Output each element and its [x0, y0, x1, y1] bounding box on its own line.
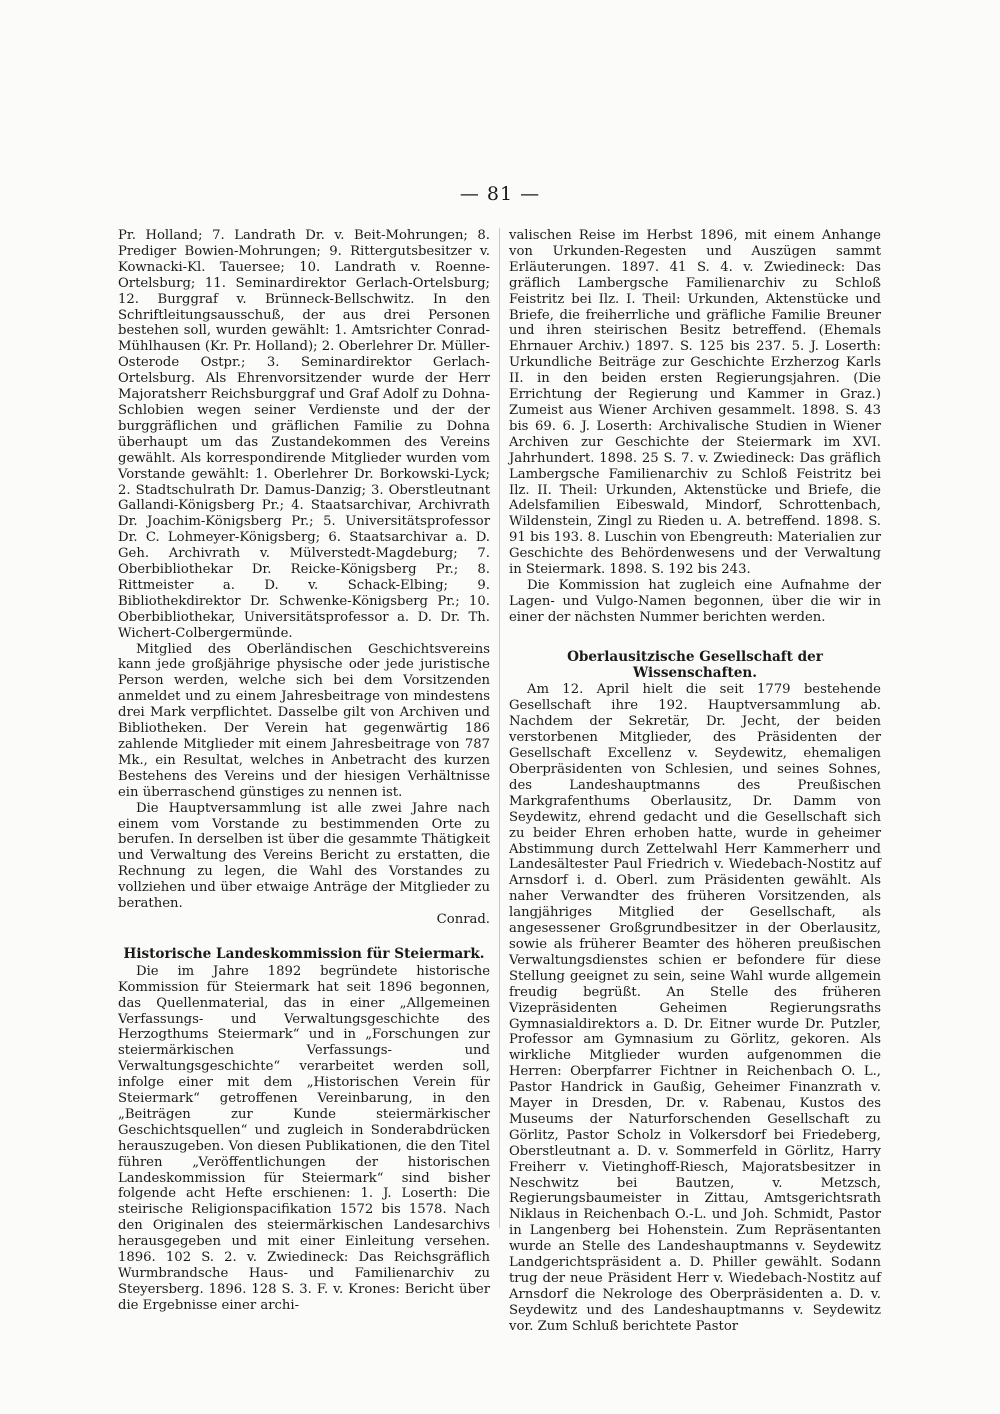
section-gap [118, 928, 490, 947]
signature-conrad: Conrad. [436, 911, 490, 927]
heading-oberlausitz: Oberlausitzische Gesellschaft der Wissenschaften. [567, 648, 823, 681]
section-gap [509, 626, 881, 650]
membership-paragraph: Mitglied des Oberländischen Geschichtsvereins kann jede großjährige physische oder jede juristische Person werden, welche sich bei dem Vorsitzenden anmeldet und zu einem Jahresbeitrage von mindestens drei Mark verpflichtet. Dasselbe gilt von Archiven und Bibliotheken. Der Verein hat gegenwärtig 186 zahlende Mitglieder mit einem Jahresbeitrage von 787 Mk., ein Resultat, welches in Anbetracht des kurzen Bestehens des Vereins und der hiesigen Verhältnisse ein überraschend günstiges zu nennen ist. [118, 641, 490, 800]
assembly-paragraph: Die Hauptversammlung ist alle zwei Jahre nach einem vom Vorstande zu bestimmenden Orte zu berufen. In derselben ist über die gesammte Thätigkeit und Verwaltung des Vereins Bericht zu erstatten, die Rechnung zu legen, die Wahl des Vorstandes zu vollziehen und über etwaige Anträge der Mitglieder zu berathen. [118, 800, 490, 912]
left-column [118, 228, 490, 1314]
column-divider [499, 228, 500, 1228]
society-paragraph: Am 12. April hielt die seit 1779 bestehende Gesellschaft ihre 192. Hauptversammlung ab. Nachdem der Sekretär, Dr. Jecht, der beiden verstorbenen Mitglieder, des Präsidenten der Gesellschaft Excellenz v. Seydewitz, ehemaligen Oberpräsidenten von Schlesien, und seines Sohnes, des Landeshauptmanns des Preußischen Markgrafenthums Oberlausitz, Dr. Damm von Seydewitz, ehrend gedacht und die Gesellschaft sich zu beider Ehren erhoben hatte, wurde in geheimer Abstimmung durch Zettelwahl Herr Kammerherr und Landesältester Paul Friedrich v. Wiedebach-Nostitz auf Arnsdorf i. d. Oberl. zum Präsidenten gewählt. Als naher Verwandter des früheren Vorsitzenden, als langjähriges Mitglied der Gesellschaft, als angesessener Großgrundbesitzer in der Oberlausitz, sowie als früherer Beamter des höheren preußischen Verwaltungsdienstes schien er befondere für diese Stellung geeignet zu sein, seine Wahl wurde allgemein freudig begrüßt. An Stelle des früheren Vizepräsidenten Geheimen Regierungsraths Gymnasialdirektors a. D. Dr. Eitner wurde Dr. Putzler, Professor am Gymnasium zu Görlitz, gekoren. Als wirkliche Mitglieder wurden aufgenommen die Herren: Oberpfarrer Fichtner in Reichenbach O. L., Pastor Handrick in Gaußig, Geheimer Finanzrath v. Mayer in Dresden, Dr. v. Rabenau, Kustos des Museums der Naturforschenden Gesellschaft zu Görlitz, Pastor Scholz in Volkersdorf bei Friedeberg, Oberstleutnant a. D. v. Sommerfeld in Görlitz, Harry Freiherr v. Vietinghoff-Riesch, Majoratsbesitzer in Neschwitz bei Bautzen, v. Metzsch, Regierungsbaumeister in Zittau, Amtsgerichtsrath Niklaus in Reichenbach O.-L. und Joh. Schmidt, Pastor in Langenberg bei Hohenstein. Zum Repräsentanten wurde an Stelle des Landeshauptmanns v. Seydewitz Landgerichtspräsident a. D. Philler gewählt. Sodann trug der neue Präsident Herr v. Wiedebach-Nostitz auf Arnsdorf die Nekrologe des Oberpräsidenten a. D. v. Seydewitz und des Landeshauptmanns v. Seydewitz vor. Zum Schluß berichtete Pastor [509, 682, 881, 1334]
commission-note-paragraph: Die Kommission hat zugleich eine Aufnahme der Lagen- und Vulgo-Namen begonnen, über die wir in einer der nächsten Nummer berichten werden. [509, 577, 881, 625]
commission-paragraph: Die im Jahre 1892 begründete historische Kommission für Steiermark hat seit 1896 begonnen, das Quellenmaterial, das in einer „Allgemeinen Verfassungs- und Verwaltungsgeschichte des Herzogthums Steiermark“ und in „Forschungen zur steiermärkischen Verfassungs- und Verwaltungsgeschichte“ verarbeitet werden soll, infolge einer mit dem „Historischen Verein für Steiermark“ getroffenen Vereinbarung, in den „Beiträgen zur Kunde steiermärkischer Geschichtsquellen“ und zugleich in Sonderabdrücken herauszugeben. Von diesen Publikationen, die den Titel führen „Veröffentlichungen der historischen Landeskommission für Steiermark“ sind bisher folgende acht Hefte erschienen: 1. J. Loserth: Die steirische Religionspacifikation 1572 bis 1578. Nach den Originalen des steiermärkischen Landesarchivs herausgegeben und mit einer Einleitung versehen. 1896. 102 S. 2. v. Zwiedineck: Das Reichsgräflich Wurmbrandsche Haus- und Familienarchiv zu Steyersberg. 1896. 128 S. 3. F. v. Krones: Bericht über die Ergebnisse einer archi- [118, 963, 490, 1313]
right-column [509, 228, 881, 1335]
vereins-members-paragraph: Pr. Holland; 7. Landrath Dr. v. Beit-Mohrungen; 8. Prediger Bowien-Mohrungen; 9. Rittergutsbesitzer v. Kownacki-Kl. Tauersee; 10. Landrath v. Roenne-Ortelsburg; 11. Seminardirektor Gerlach-Ortelsburg; 12. Burggraf v. Brünneck-Bellschwitz. In den Schriftleitungsausschuß, der aus drei Personen bestehen soll, wurden gewählt: 1. Amtsrichter Conrad-Mühlhausen (Kr. Pr. Holland); 2. Oberlehrer Dr. Müller-Osterode Ostpr.; 3. Seminardirektor Gerlach-Ortelsburg. Als Ehrenvorsitzender wurde der Herr Majoratsherr Reichsburggraf und Graf Adolf zu Dohna-Schlobien wegen seiner Verdienste und der der burggräflichen und gräflichen Familie zu Dohna überhaupt um das Zustandekommen des Vereins gewählt. Als korrespondirende Mitglieder wurden vom Vorstande gewählt: 1. Oberlehrer Dr. Borkowski-Lyck; 2. Stadtschulrath Dr. Damus-Danzig; 3. Oberstleutnant Gallandi-Königsberg Pr.; 4. Staatsarchivar, Archivrath Dr. Joachim-Königsberg Pr.; 5. Universitätsprofessor Dr. C. Lohmeyer-Königsberg; 6. Staatsarchivar a. D. Geh. Archivrath v. Mülverstedt-Magdeburg; 7. Oberbibliothekar Dr. Reicke-Königsberg Pr.; 8. Rittmeister a. D. v. Schack-Elbing; 9. Bibliothekdirektor Dr. Schwenke-Königsberg Pr.; 10. Oberbibliothekar, Universitätsprofessor a. D. Dr. Th. Wichert-Colbergermünde. [118, 228, 490, 641]
heading-steiermark: Historische Landeskommission für Steiermark. [123, 945, 485, 962]
publications-continuation: valischen Reise im Herbst 1896, mit einem Anhange von Urkunden-Regesten und Auszügen sammt Erläuterungen. 1897. 41 S. 4. v. Zwiedineck: Das gräflich Lambergsche Familienarchiv zu Schloß Feistritz bei Ilz. I. Theil: Urkunden, Aktenstücke und Briefe, die freiherrliche und gräfliche Familie Breuner und ihren steirischen Besitz betreffend. (Ehemals Ehrnauer Archiv.) 1897. S. 125 bis 237. 5. J. Loserth: Urkundliche Beiträge zur Geschichte Erzherzog Karls II. in den beiden ersten Regierungsjahren. (Die Errichtung der Regierung und Kammer in Graz.) Zumeist aus Wiener Archiven gesammelt. 1898. S. 43 bis 69. 6. J. Loserth: Archivalische Studien in Wiener Archiven zur Geschichte der Steiermark im XVI. Jahrhundert. 1898. 25 S. 7. v. Zwiedineck: Das gräflich Lambergsche Familienarchiv zu Schloß Feistritz bei Ilz. II. Theil: Urkunden, Aktenstücke und Briefe, die Adelsfamilien Eibeswald, Mindorf, Schrottenbach, Wildenstein, Zingl zu Rieden u. A. betreffend. 1898. S. 91 bis 193. 8. Luschin von Ebengreuth: Materialien zur Geschichte des Behördenwesens und der Verwaltung in Steiermark. 1898. S. 192 bis 243. [509, 228, 881, 578]
page-number: — 81 — [459, 183, 541, 205]
